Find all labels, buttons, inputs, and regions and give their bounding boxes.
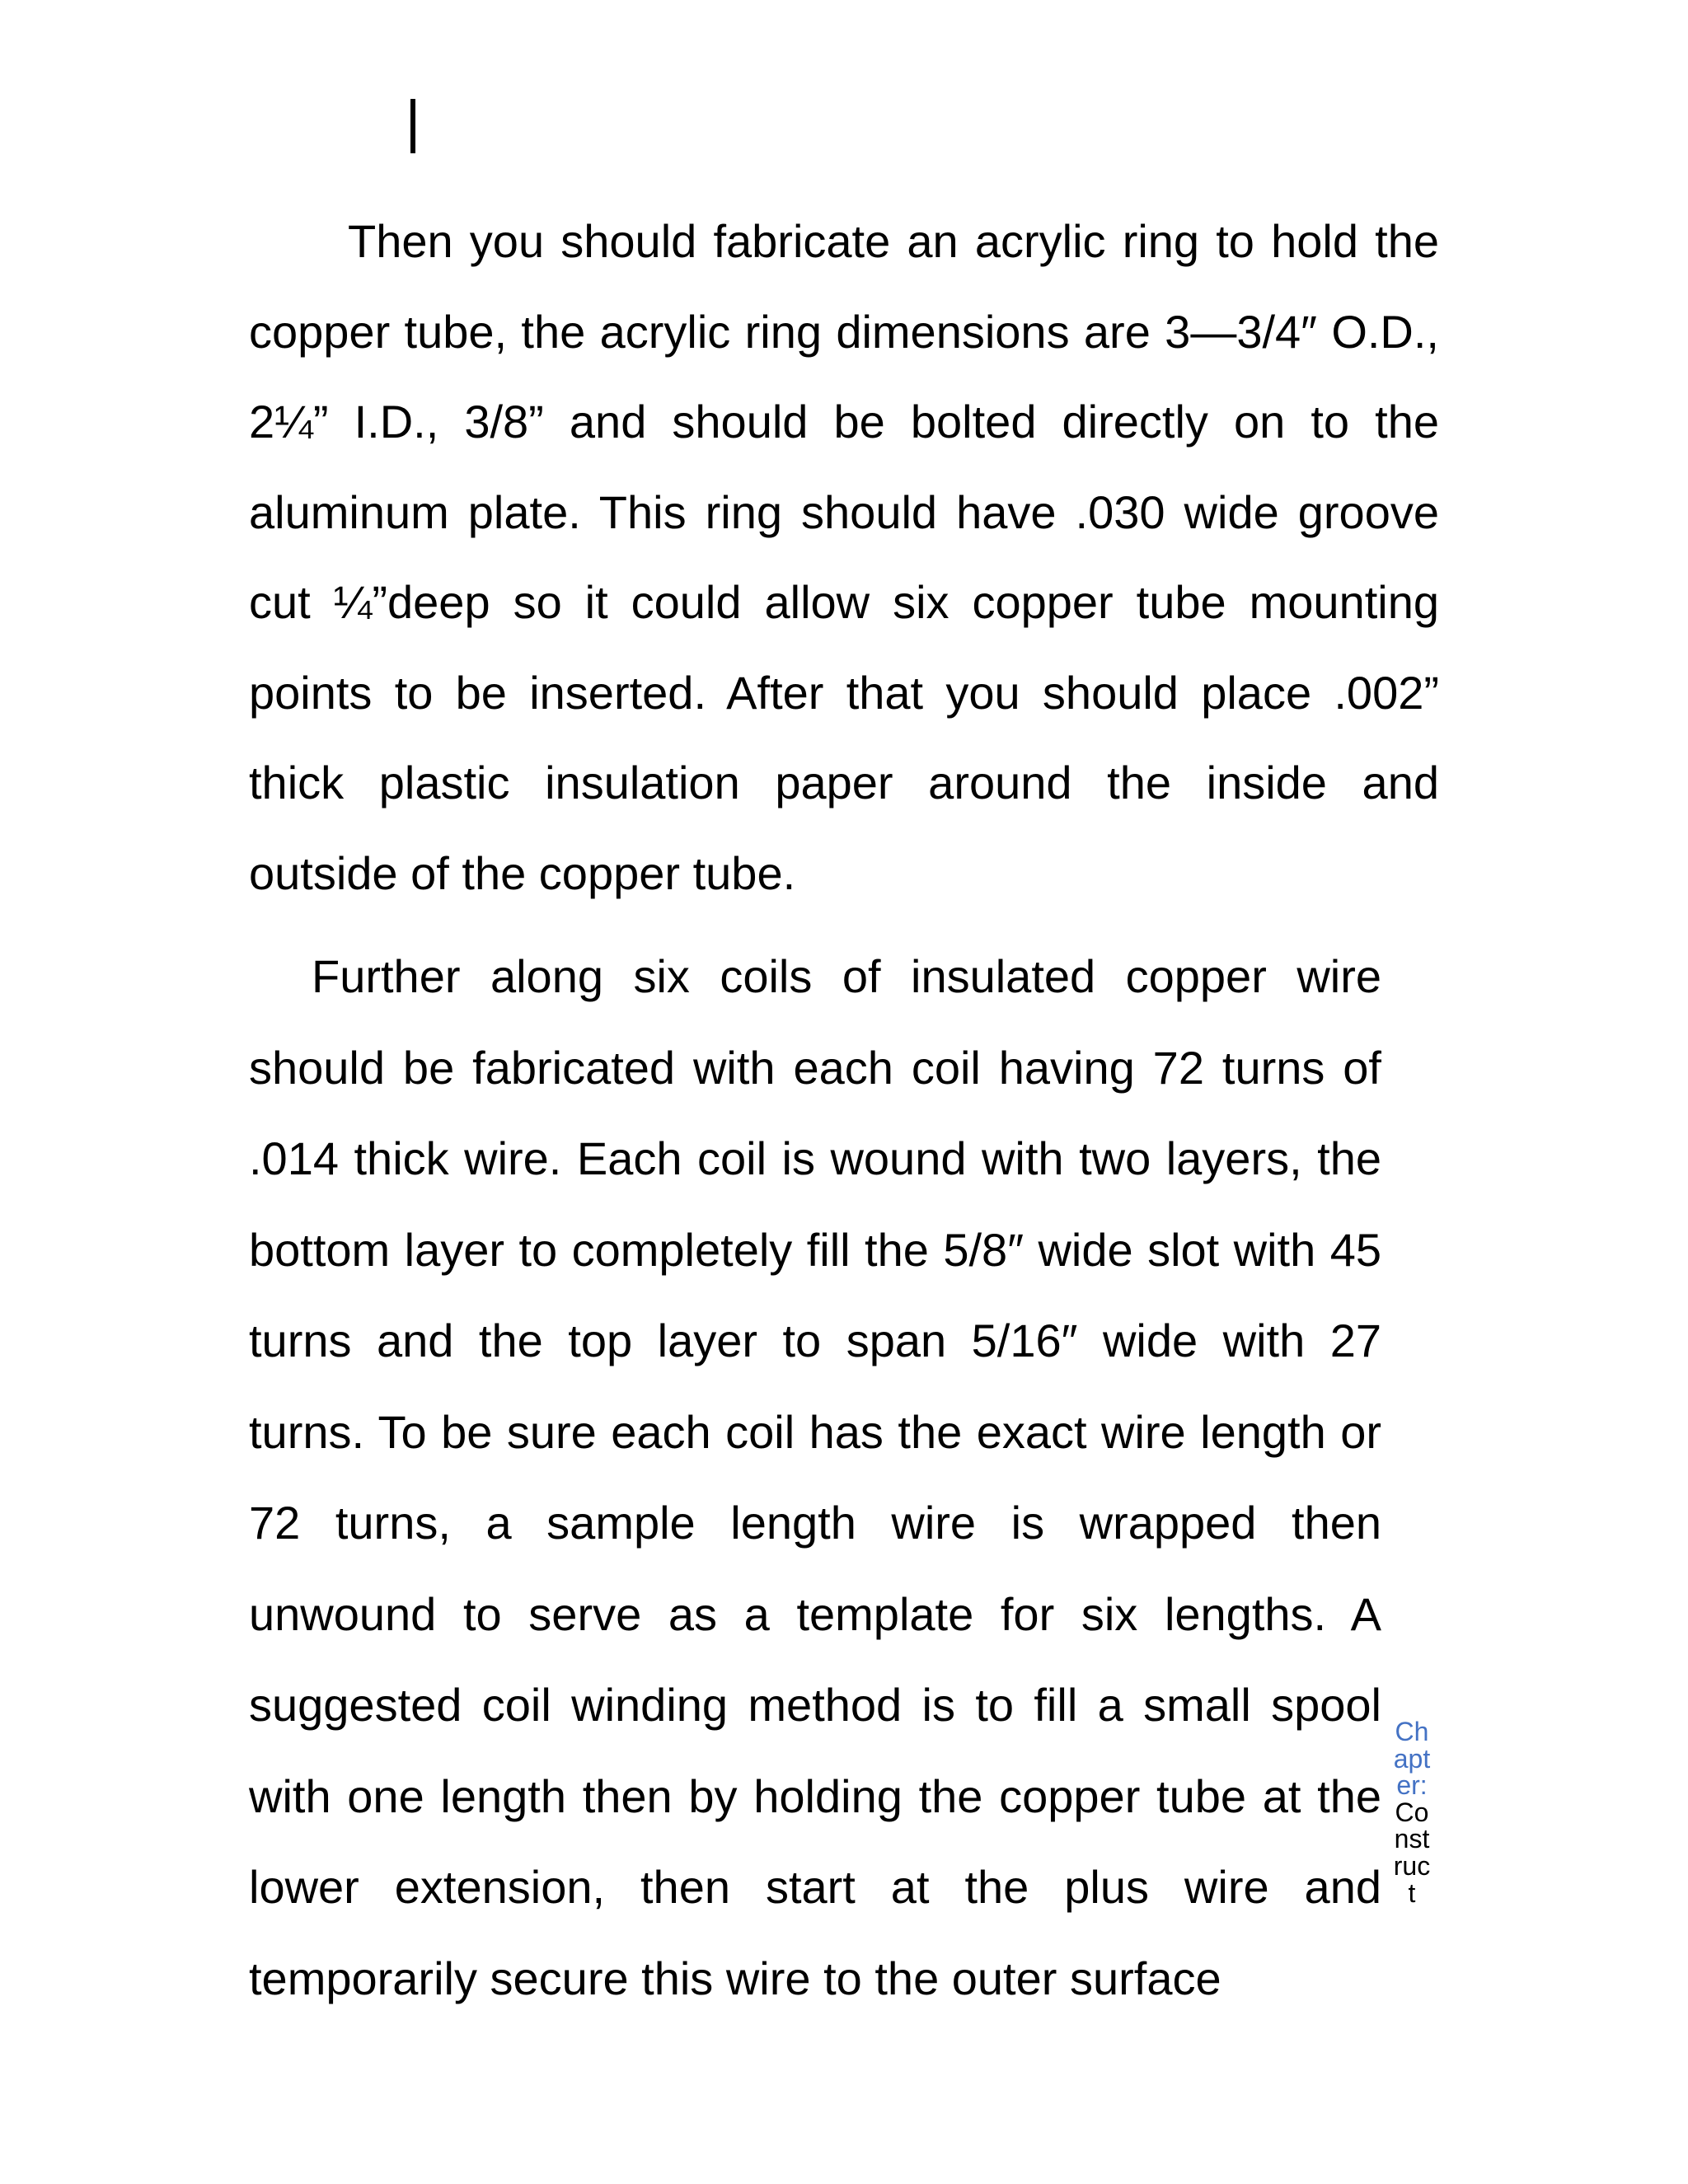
chapter-label-suffix: Construct bbox=[1393, 1797, 1431, 1908]
chapter-label-prefix: Chapter: bbox=[1393, 1717, 1431, 1801]
body-paragraph-1: Then you should fabricate an acrylic ring to hold the copper tube, the acrylic ring dimensions are 3—3/4″ O.D., 2¼” I.D., 3/8” and should be bolted directly on to the aluminum plate. This ring should have .030 wide groove cut ¼”deep so it could allow six copper tube mounting points to be inserted. After that you should place .002” thick plastic insulation paper around the inside and outside of the copper tube. bbox=[249, 215, 1439, 899]
vertical-chapter-label bbox=[1391, 1718, 1432, 1906]
body-paragraph-2: Further along six coils of insulated copper wire should be fabricated with each coil having 72 turns of .014 thick wire. Each coil is wound with two layers, the bottom layer to completely fill the 5/8″ wide slot with 45 turns and the top layer to span 5/16″ wide with 27 turns. To be sure each coil has the exact wire length or 72 turns, a sample length wire is wrapped then unwound to serve as a template for six lengths. A suggested coil winding method is to fill a small spool with one length then by holding the copper tube at the lower extension, then start at the plus wire and temporarily secure this wire to the outer surface bbox=[249, 950, 1381, 2004]
text-cursor-mark bbox=[410, 99, 415, 153]
